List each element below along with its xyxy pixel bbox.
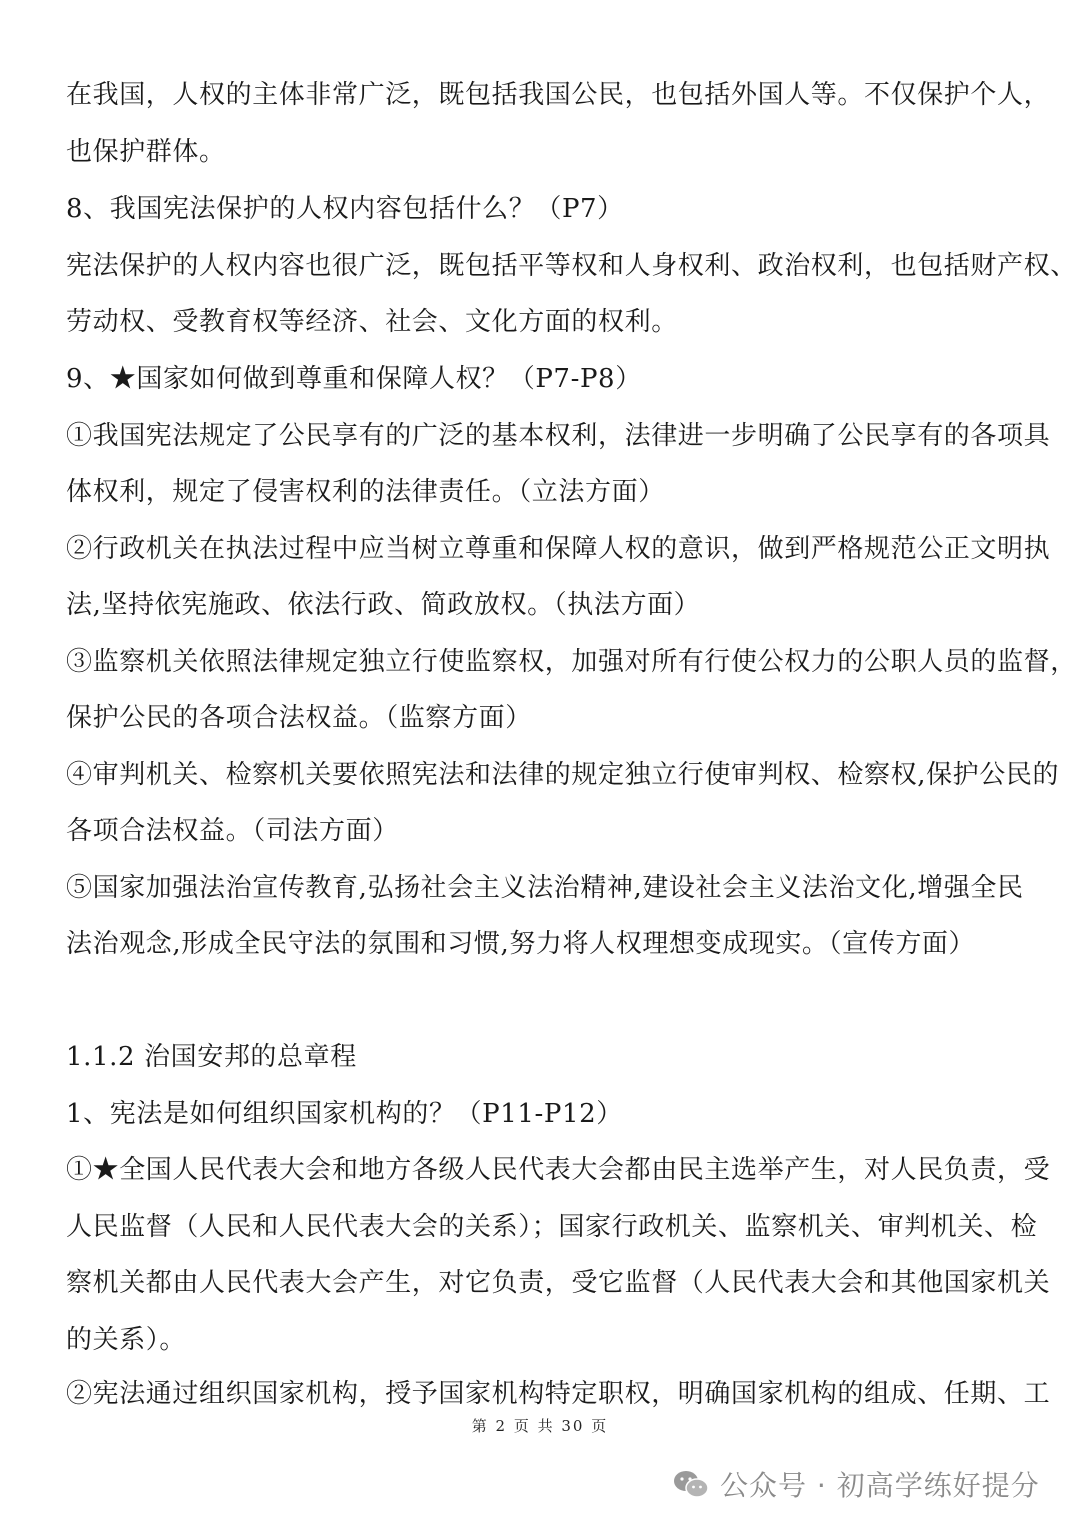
text-line: 宪法保护的人权内容也很广泛，既包括平等权和人身权利、政治权利，也包括财产权、 [66,251,1077,281]
text-line: 人民监督（人民和人民代表大会的关系）；国家行政机关、监察机关、审判机关、检 [66,1212,1038,1242]
text-line: 各项合法权益。（司法方面） [66,816,399,846]
text-line: 在我国，人权的主体非常广泛，既包括我国公民，也包括外国人等。不仅保护个人， [66,80,1051,110]
text-line: 法,坚持依宪施政、依法行政、简政放权。（执法方面） [66,590,701,620]
text-line: ②行政机关在执法过程中应当树立尊重和保障人权的意识，做到严格规范公正文明执 [66,534,1051,564]
question-heading: 1、宪法是如何组织国家机构的？（P11-P12） [66,1099,623,1129]
text-line: ①我国宪法规定了公民享有的广泛的基本权利，法律进一步明确了公民享有的各项具 [66,421,1051,451]
section-heading: 1.1.2 治国安邦的总章程 [66,1042,357,1072]
watermark [672,1462,1062,1506]
text-line: 法治观念,形成全民守法的氛围和习惯,努力将人权理想变成现实。（宣传方面） [66,929,976,959]
text-line: ③监察机关依照法律规定独立行使监察权，加强对所有行使公权力的公职人员的监督， [66,647,1077,677]
watermark-text: 公众号 · 初高学练好提分 [720,1469,1040,1502]
text-line: 察机关都由人民代表大会产生，对它负责，受它监督（人民代表大会和其他国家机关 [66,1268,1051,1298]
wechat-icon [672,1469,710,1499]
question-heading: 9、★国家如何做到尊重和保障人权？（P7-P8） [66,364,642,394]
question-heading: 8、我国宪法保护的人权内容包括什么？（P7） [66,194,624,224]
text-line: 也保护群体。 [66,137,226,167]
text-line: 体权利，规定了侵害权利的法律责任。（立法方面） [66,477,665,507]
text-line: ⑤国家加强法治宣传教育,弘扬社会主义法治精神,建设社会主义法治文化,增强全民 [66,873,1024,903]
text-line: ①★全国人民代表大会和地方各级人民代表大会都由民主选举产生，对人民负责，受 [66,1155,1051,1185]
text-line: ④审判机关、检察机关要依照宪法和法律的规定独立行使审判权、检察权,保护公民的 [66,760,1060,790]
text-line: 劳动权、受教育权等经济、社会、文化方面的权利。 [66,307,678,337]
text-line: ②宪法通过组织国家机构，授予国家机构特定职权，明确国家机构的组成、任期、工 [66,1379,1051,1409]
text-line: 保护公民的各项合法权益。（监察方面） [66,703,532,733]
page-number: 第 2 页 共 30 页 [471,1417,609,1435]
text-line: 的关系）。 [66,1325,187,1355]
